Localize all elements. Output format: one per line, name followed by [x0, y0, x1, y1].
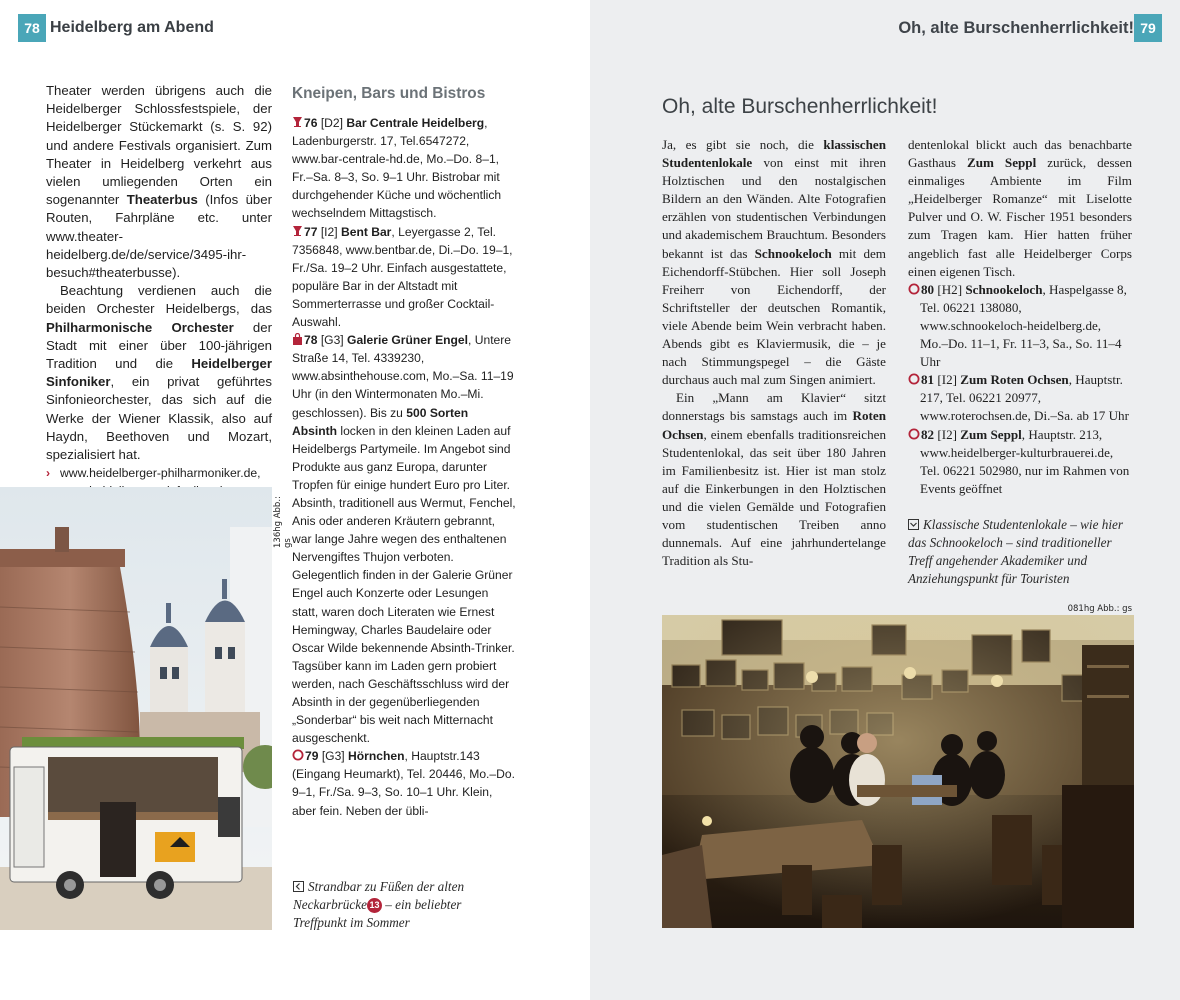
caption-left: Strandbar zu Füßen der alten Neckarbrücke 13 – ein beliebter Treffpunkt im Sommer: [293, 879, 465, 930]
strandbar-photo-image: [0, 487, 272, 930]
intro-column: [46, 82, 272, 501]
map-marker-13: 13: [367, 898, 382, 913]
glass-icon: [292, 116, 303, 128]
photo-credit-left: 136hg Abb.: gs: [273, 496, 293, 548]
schnookeloch-photo-image: [662, 615, 1134, 928]
link-arrow-icon: ›: [46, 466, 51, 481]
cafe-icon: [908, 283, 920, 295]
entry-81: 81 [I2] Zum Roten Ochsen, Hauptstr. 217, Tel. 06221 20977, www.roterochsen.de, Di.–Sa. ab 17 Uhr: [908, 371, 1132, 425]
entry-82: 82 [I2] Zum Seppl, Hauptstr. 213, www.heidelberger-kulturbrauerei.de, Tel. 06221 502980, nur im Rahmen von Events geöffnet: [908, 426, 1132, 498]
entry-76: 76 [D2] Bar Centrale Heidelberg, Ladenburgerstr. 17, Tel.6547272, www.bar-centrale-hd.de, Mo.–Do. 8–1, Fr.–Sa. 8–3, So. 9–1 Uhr. Bistrobar mit durchgehender Küche und wöchentlich wechselndem Mittagstisch.: [292, 116, 502, 221]
bars-column: [292, 84, 516, 820]
link-philharmoniker[interactable]: www.heidelberger-philharmoniker.de,: [60, 466, 261, 481]
section-title-bars: Kneipen, Bars und Bistros: [292, 85, 486, 102]
entry-78: 78 [G3] Galerie Grüner Engel, Untere Straße 14, Tel. 4339230, www.absinthehouse.com, Mo.–Sa. 11–19 Uhr (in den Wintermonaten Mo.–Mi. geschlossen). Bis zu 500 Sorten Absinth locken in den kleinen Laden auf Heidelbergs Partymeile. Im Angebot sind Produkte aus ganz Europa, darunter Tropfen für einige hundert Euro pro Liter. Absinth, traditionell aus Wermut, Fenchel, Anis oder anderen Kräutern gebrannt, war lange Jahre wegen des enthaltenen Nervengiftes Thujon verboten. Gelegentlich finden in der Galerie Grüner Engel auch Konzerte oder Lesungen statt, waren doch Literaten wie Ernest Hemingway, Charles Baudelaire oder Oscar Wilde bekennende Absinth-Trinker. Tagsüber kann im Laden gern probiert werden, nach Geschäftsschluss wird der Absinth in der gegenüberliegenden „Sonderbar“ bis weit nach Mitternacht ausgeschenkt.: [292, 333, 516, 746]
article-paragraph-2: Ein „Mann am Klavier“ sitzt donnerstags bis samstags auch im Roten Ochsen, einem ebenfalls traditionsreichen Studentenlokal, das seit über 180 Jahren im Familienbesitz ist. Hier ist man stolz auf die Einkerbungen in den Holztischen und die vielen Gemälde und Fotografien vom studentischen Treiben anno dunnemals. Auf eine jahrhundertelange Tradition als Stu-: [662, 390, 886, 569]
caption-arrow-left-icon: [293, 881, 304, 892]
intro-paragraph-2: Beachtung verdienen auch die beiden Orchester Heidelbergs, das Philharmonische Orchester der Stadt mit einer über 100-jährigen Tradition und die Heidelberger Sinfoniker, ein privat geführtes Sinfonieorchester, das sich auf die Werke der Wiener Klassik, also auf Haydn, Beethoven und Mozart, spezialisiert hat.: [46, 283, 272, 463]
article-paragraph-1: Ja, es gibt sie noch, die klassischen Studentenlokale von einst mit ihren Holztischen und den nostalgischen Bildern an den Wänden. Alte Fotografien erzählen von studentischen Verbindungen und akademischem Brauchtum. Besonders bekannt ist das Schnookeloch mit dem Eichendorff-Stübchen. Hier soll Joseph Freiherr von Eichendorff, der Schriftsteller der deutschen Romantik, viele Abende beim Wein verbracht haben. Abends gibt es Klaviermusik, die – je nach Stimmungspegel – die Gäste durchaus auch mal zum Singen animiert.: [662, 137, 886, 388]
caption-right: Klassische Studentenlokale – wie hier das Schnookeloch – sind traditioneller Treff angehender Akademiker und Anziehungspunkt für Touristen: [908, 517, 1123, 586]
photo-credit-right: 081hg Abb.: gs: [1067, 604, 1132, 614]
right-running-head: Oh, alte Burschenherrlichkeit!: [898, 19, 1134, 37]
caption-arrow-down-icon: [908, 519, 919, 530]
article-column-2: [908, 136, 1132, 498]
entry-79: 79 [G3] Hörnchen, Hauptstr.143 (Eingang Heumarkt), Tel. 20446, Mo.–Do. 9–1, Fr./Sa. 9–3, So. 10–1 Uhr. Klein, aber fein. Neben der übli-: [292, 749, 515, 818]
shopping-bag-icon: [292, 333, 303, 345]
glass-icon: [292, 225, 303, 237]
left-running-head: Heidelberg am Abend: [50, 19, 214, 36]
cafe-icon: [908, 428, 920, 440]
article-title: Oh, alte Burschenherrlichkeit!: [662, 95, 938, 118]
cafe-icon: [908, 373, 920, 385]
left-page-number: 78: [18, 14, 46, 42]
intro-paragraph-1: Theater werden übrigens auch die Heidelberger Schlossfestspiele, der Heidelberger Stückemarkt (s. S. 92) und andere Festivals organisiert. Zum Theater in Heidelberg verkehrt aus vielen umliegenden Orten ein sogenannter Theaterbus (Infos über Routen, Fahrpläne etc. unter www.theater-heidelberg.de/de/service/3495-ihr-besuch#theaterbusse).: [46, 83, 272, 281]
entry-80: 80 [H2] Schnookeloch, Haspelgasse 8, Tel. 06221 138080, www.schnookeloch-heidelberg.de, Mo.–Do. 11–1, Fr. 11–3, Sa., So. 11–4 Uhr: [908, 281, 1132, 371]
right-page: [590, 0, 1180, 1000]
strandbar-photo: [0, 487, 272, 930]
schnookeloch-photo: [662, 615, 1134, 928]
entry-77: 77 [I2] Bent Bar, Leyergasse 2, Tel. 7356848, www.bentbar.de, Di.–Do. 19–1, Fr./Sa. 19–2 Uhr. Einfach ausgestattete, populäre Bar in der Altstadt mit Sommerterrasse und großer Cocktail-Auswahl.: [292, 224, 513, 330]
right-page-number: 79: [1134, 14, 1162, 42]
cafe-icon: [292, 749, 304, 761]
article-column-1: [662, 136, 886, 570]
article-paragraph-3: dentenlokal blickt auch das benachbarte Gasthaus Zum Seppl zurück, dessen einmaliges Ambiente im Film „Heidelberger Romanze“ mit Liselotte Pulver und O. W. Fischer 1951 besonders zum Tragen kam. Hier hatten früher angeblich fast alle Heidelberger Corps einen eigenen Tisch.: [908, 137, 1133, 279]
